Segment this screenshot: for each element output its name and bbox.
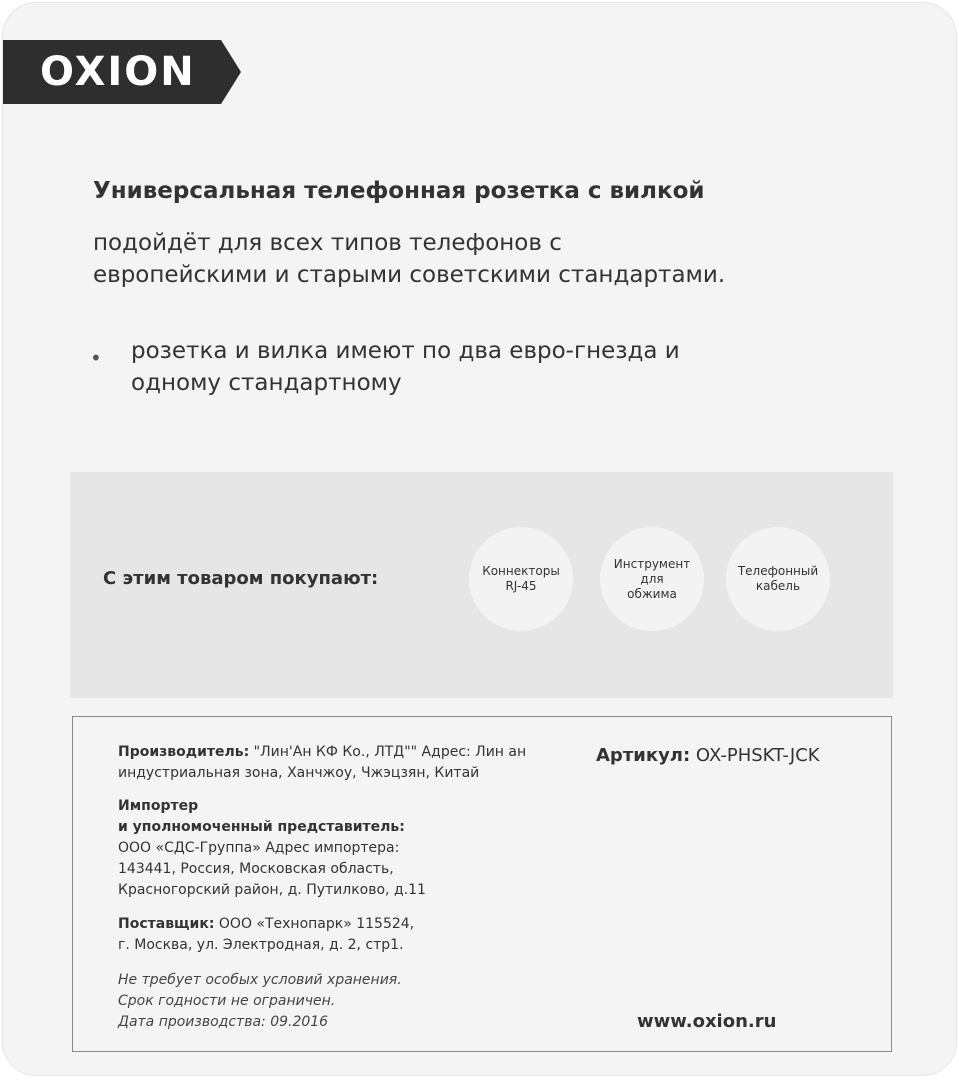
product-title: Универсальная телефонная розетка с вилкой [93, 178, 705, 204]
importer-line-1: ООО «СДС-Группа» Адрес импортера: [118, 840, 400, 856]
shelf-life-note: Срок годности не ограничен. [118, 993, 336, 1009]
manufacturer-line-1 [118, 742, 526, 763]
sku-value: OX-PHSKT-JCK [690, 745, 820, 766]
importer-title-text: Импортер [118, 798, 199, 814]
manufacturer-title: Производитель: [118, 744, 250, 760]
related-product-connectors [469, 527, 573, 631]
supplier-title: Поставщик: [118, 916, 215, 932]
importer-line-2: 143441, Россия, Московская область, [118, 861, 394, 877]
related-product-label: Телефонный кабель [737, 564, 819, 593]
bullet-icon: • [90, 346, 102, 370]
description-line-1: подойдёт для всех типов телефонов с [93, 230, 562, 256]
also-bought-label: С этим товаром покупают: [103, 568, 379, 589]
related-product-label: Инструмент для обжима [613, 556, 691, 601]
supplier-line-2: г. Москва, ул. Электродная, д. 2, стр1. [118, 937, 404, 953]
feature-line-1: розетка и вилка имеют по два евро-гнезда и [131, 338, 680, 364]
brand-logo: OXION [40, 49, 196, 95]
sku [596, 745, 820, 766]
manufacturer-line-2: индустриальная зона, Ханчжоу, Чжэцзян, Китай [118, 765, 480, 781]
importer-title-2 [118, 817, 405, 838]
related-product-label: Коннекторы RJ-45 [482, 564, 560, 593]
production-date: Дата производства: 09.2016 [118, 1014, 329, 1030]
importer-line-3: Красногорский район, д. Путилково, д.11 [118, 882, 426, 898]
importer-title-1 [118, 796, 198, 817]
sku-label: Артикул: [596, 745, 691, 766]
importer-title-text: и уполномоченный представитель: [118, 819, 405, 835]
website-link: www.oxion.ru [637, 1011, 777, 1032]
related-product-crimping-tool [600, 527, 704, 631]
feature-line-2: одному стандартному [131, 370, 402, 396]
description-line-2: европейскими и старыми советскими стандартами. [93, 262, 726, 288]
brand-logo-arrow [221, 40, 241, 104]
manufacturer-text: "Лин'Ан КФ Ко., ЛТД"" Адрес: Лин ан [249, 744, 527, 760]
supplier-line-1 [118, 914, 414, 935]
related-product-phone-cable [726, 527, 830, 631]
supplier-text: ООО «Технопарк» 115524, [214, 916, 415, 932]
storage-note: Не требует особых условий хранения. [118, 972, 402, 988]
